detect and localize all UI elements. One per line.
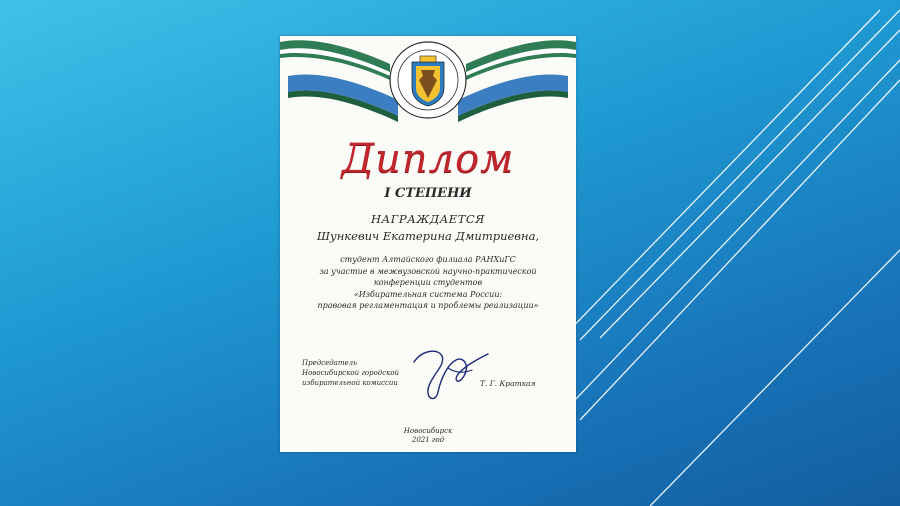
recipient-name: Шункевич Екатерина Дмитриевна, [316,229,540,243]
description-line: студент Алтайского филиала РАНХиГС [340,255,516,264]
diploma-degree: I СТЕПЕНИ [384,186,472,201]
award-description [280,254,576,312]
diploma-title: Диплом [341,136,515,182]
position-line: Председатель [302,359,357,367]
awarded-label: НАГРАЖДАЕТСЯ [371,212,485,226]
signatory-position [302,358,412,388]
year: 2021 год [411,436,445,444]
description-line: конференции студентов [373,278,483,287]
description-line: за участие в межвузовской научно-практической [319,266,537,276]
signatory-name: Т. Г. Краткая [480,379,536,388]
position-line: Новосибирской городской [302,369,400,377]
handwritten-signature [408,342,498,408]
position-line: избирательной комиссии [302,379,398,387]
city-emblem-icon [390,42,466,118]
place-and-year [280,427,576,445]
diploma-certificate [280,36,576,452]
ribbon-emblem-graphic [280,36,576,146]
description-line: «Избирательная система России: [353,289,503,299]
description-line: правовая регламентация и проблемы реализации» [317,301,539,310]
city-name: Новосибирск [403,427,453,435]
